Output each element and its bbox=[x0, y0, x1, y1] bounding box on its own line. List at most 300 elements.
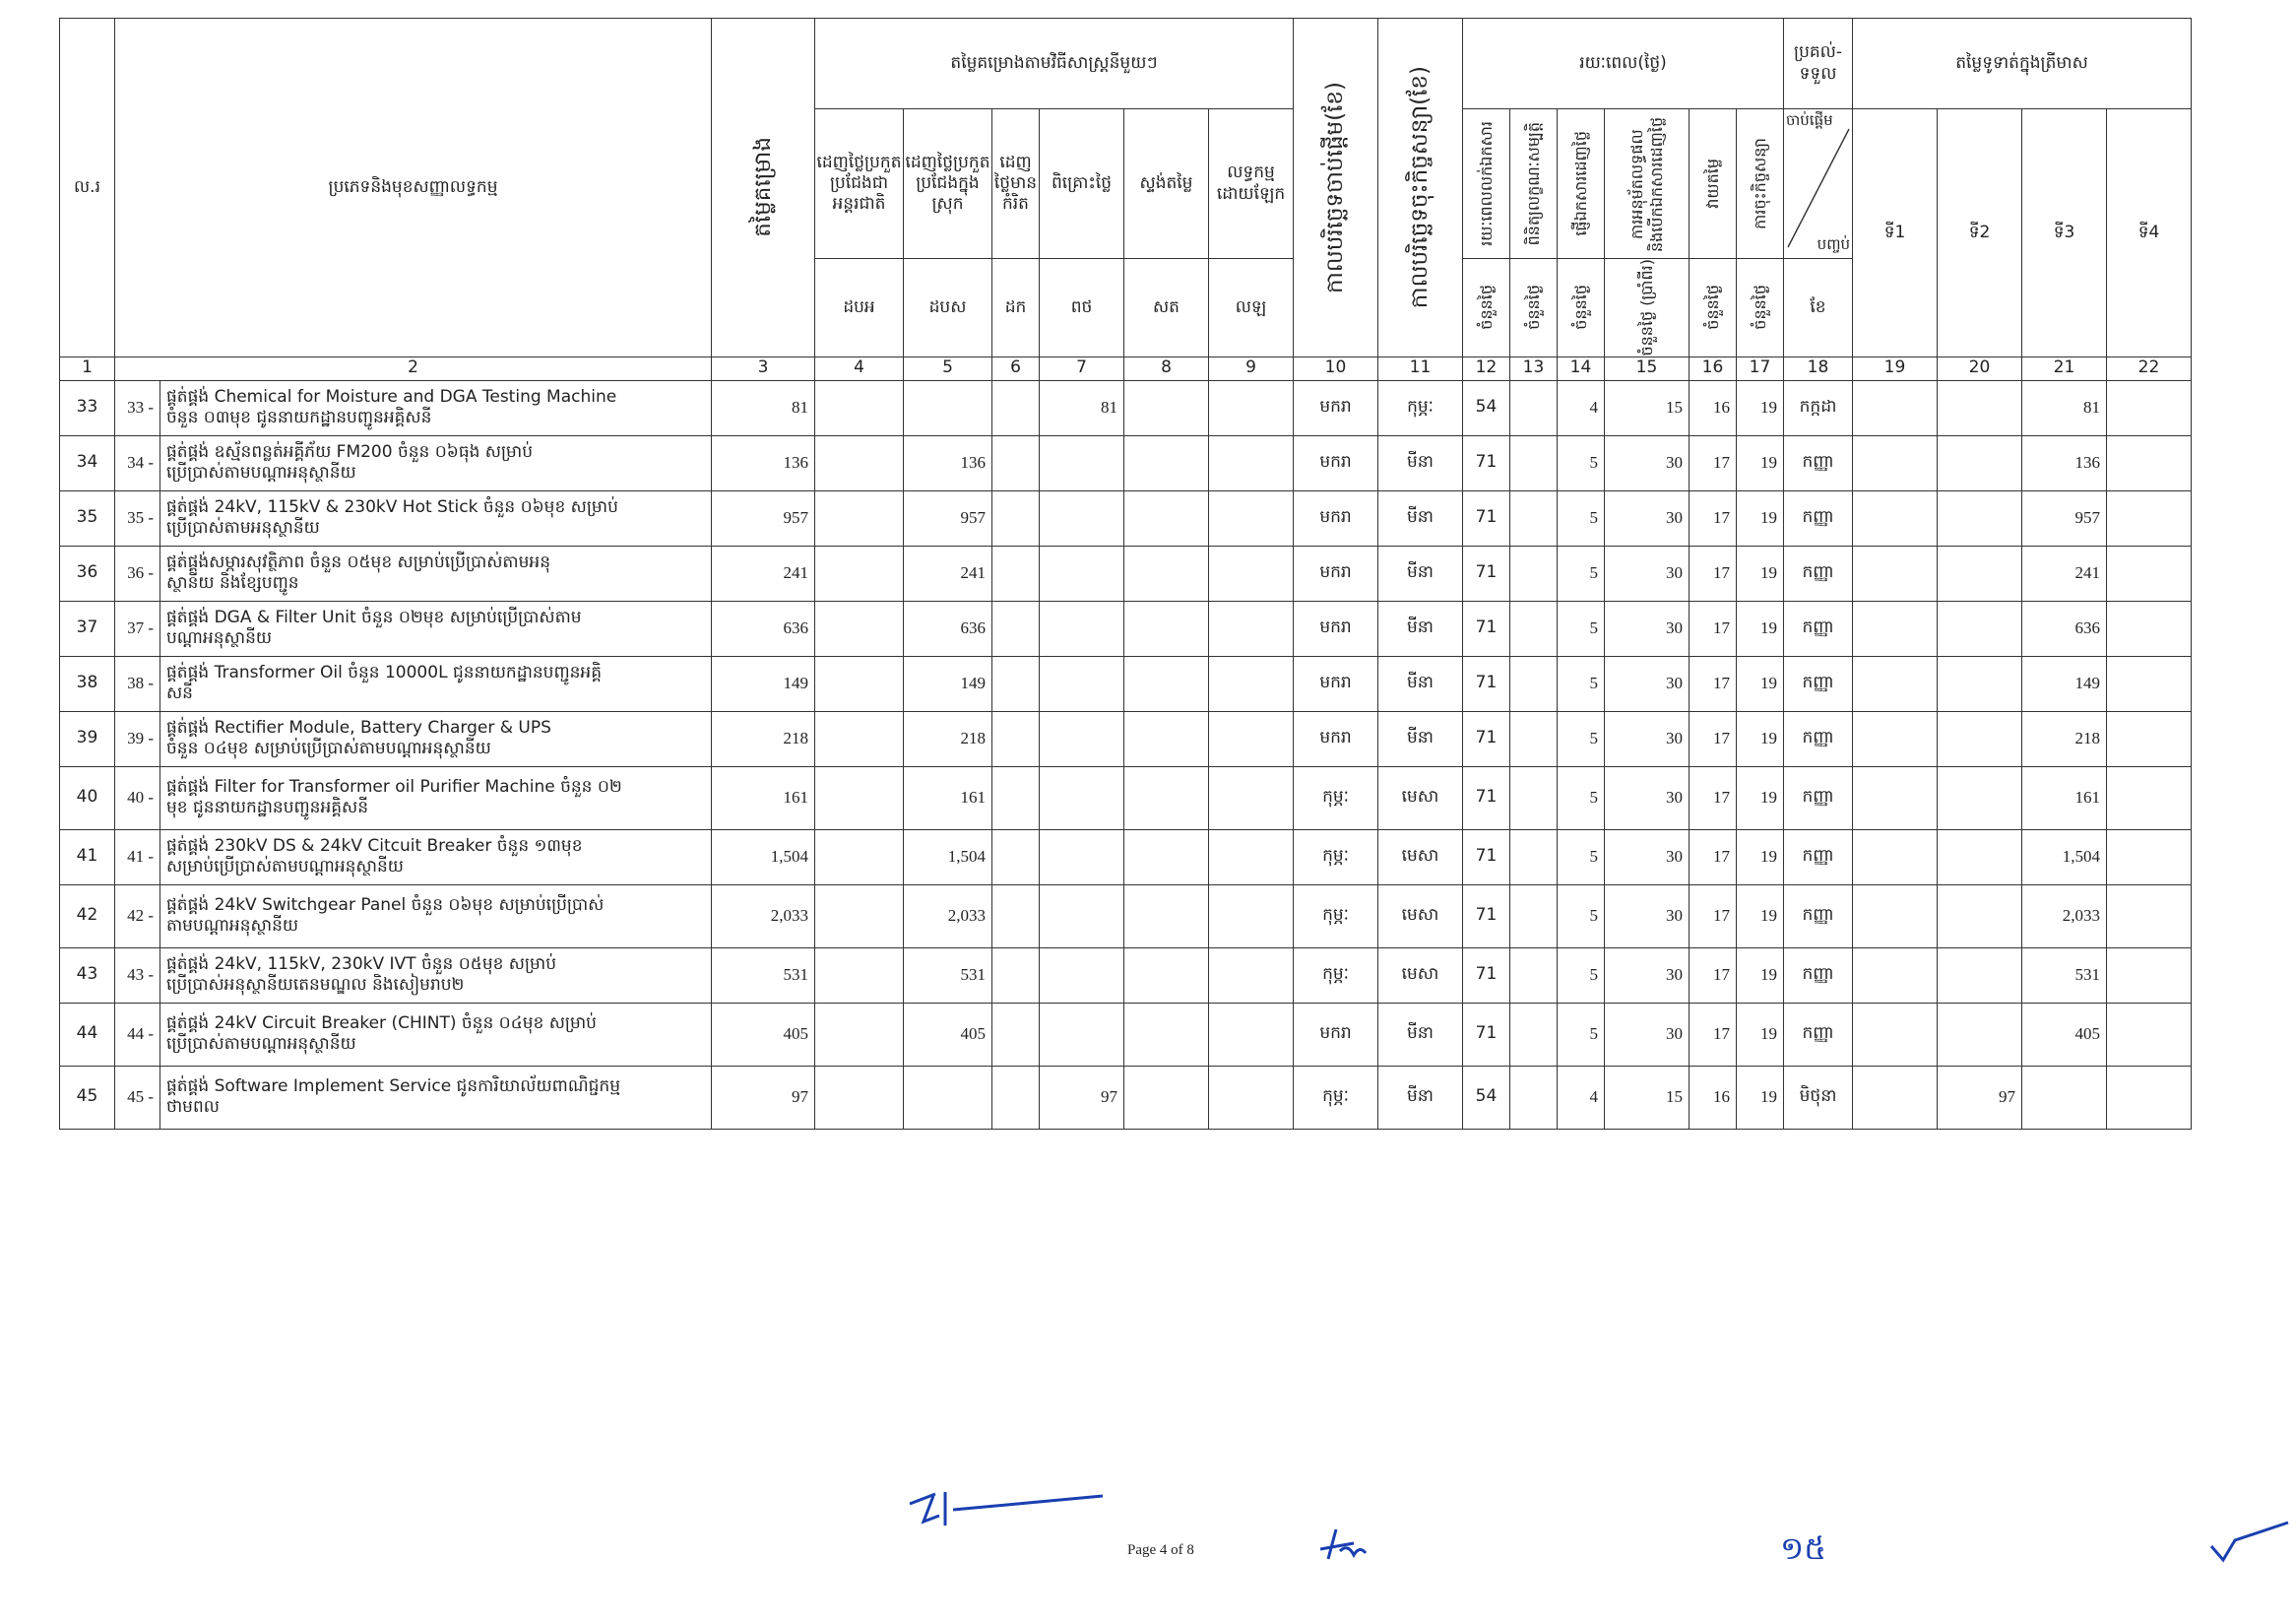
quarter-3-value: 241 bbox=[2022, 546, 2107, 601]
duration-sale-days: 71 bbox=[1463, 766, 1510, 829]
table-row bbox=[60, 1066, 2192, 1129]
delivery-month: កញ្ញា bbox=[1784, 829, 1853, 884]
duration-unit-6: ចំនួនថ្ងៃ bbox=[1737, 259, 1784, 357]
sign-month: មីនា bbox=[1378, 711, 1463, 766]
column-number: 13 bbox=[1510, 357, 1558, 380]
delivery-start-label: ចាប់ផ្តើម bbox=[1786, 111, 1833, 129]
method-ll-value bbox=[1209, 435, 1294, 490]
quarter-4-value bbox=[2107, 435, 2192, 490]
item-description bbox=[160, 829, 712, 884]
method-dk-value bbox=[992, 1066, 1040, 1129]
duration-contract-days: 19 bbox=[1737, 380, 1784, 435]
duration-send-days: 4 bbox=[1558, 1066, 1605, 1129]
quarter-2-header: ទី2 bbox=[1938, 109, 2022, 357]
quarter-1-value bbox=[1853, 601, 1938, 656]
method-st-value bbox=[1124, 711, 1209, 766]
quarter-4-value bbox=[2107, 711, 2192, 766]
row-number: 34 bbox=[60, 435, 115, 490]
duration-send-days: 5 bbox=[1558, 656, 1605, 711]
item-description bbox=[160, 601, 712, 656]
duration-approval-days: 30 bbox=[1605, 711, 1690, 766]
sign-month: មីនា bbox=[1378, 490, 1463, 546]
method-label-pth: ពិគ្រោះថ្លៃ bbox=[1040, 109, 1124, 259]
duration-evaluation-days: 17 bbox=[1690, 546, 1737, 601]
row-number: 35 bbox=[60, 490, 115, 546]
delivery-month: កក្កដា bbox=[1784, 380, 1853, 435]
method-st-value bbox=[1124, 1003, 1209, 1066]
duration-sale-days: 71 bbox=[1463, 884, 1510, 947]
method-st-value bbox=[1124, 435, 1209, 490]
estimated-cost: 136 bbox=[712, 435, 815, 490]
duration-qualification-days bbox=[1510, 829, 1558, 884]
delivery-month: កញ្ញា bbox=[1784, 884, 1853, 947]
duration-send-days: 5 bbox=[1558, 829, 1605, 884]
table-row bbox=[60, 829, 2192, 884]
duration-label-3: ផ្ញើឯកសារដេញថ្លៃ bbox=[1558, 109, 1605, 259]
start-month: កុម្ភៈ bbox=[1294, 884, 1378, 947]
item-description-line-2: សនី bbox=[166, 683, 193, 704]
duration-approval-days: 30 bbox=[1605, 490, 1690, 546]
duration-sale-days: 71 bbox=[1463, 829, 1510, 884]
estimated-cost: 81 bbox=[712, 380, 815, 435]
method-dk-value bbox=[992, 435, 1040, 490]
delivery-start-end bbox=[1784, 109, 1853, 259]
duration-sale-days: 71 bbox=[1463, 490, 1510, 546]
quarter-2-value bbox=[1938, 766, 2022, 829]
quarter-4-value bbox=[2107, 884, 2192, 947]
method-st-value bbox=[1124, 1066, 1209, 1129]
header-sign-month: កាលបរិច្ឆេទចុះកិច្ចសន្យា(ខែ) bbox=[1378, 19, 1463, 357]
method-dbs-value: 531 bbox=[904, 947, 992, 1003]
duration-send-days: 5 bbox=[1558, 435, 1605, 490]
duration-contract-days: 19 bbox=[1737, 490, 1784, 546]
item-description-line-2: ប្រើប្រាស់អនុស្ថានីយតេនមណ្ឌល និងសៀមរាប២ bbox=[166, 975, 465, 996]
method-dbo-value bbox=[815, 490, 904, 546]
method-dbo-value bbox=[815, 829, 904, 884]
quarter-2-value bbox=[1938, 490, 2022, 546]
duration-contract-days: 19 bbox=[1737, 1003, 1784, 1066]
method-abbr-ll: លឡ bbox=[1209, 259, 1294, 357]
delivery-month: កញ្ញា bbox=[1784, 947, 1853, 1003]
duration-approval-days: 30 bbox=[1605, 766, 1690, 829]
quarter-1-header: ទី1 bbox=[1853, 109, 1938, 357]
header-estimated: តម្លៃគម្រោង bbox=[712, 19, 815, 357]
method-dbs-value: 2,033 bbox=[904, 884, 992, 947]
method-dbo-value bbox=[815, 380, 904, 435]
row-number: 37 bbox=[60, 601, 115, 656]
duration-evaluation-days: 17 bbox=[1690, 435, 1737, 490]
item-description bbox=[160, 884, 712, 947]
method-pth-value bbox=[1040, 1003, 1124, 1066]
method-label-ll: លទ្ធកម្មដោយឡែក bbox=[1209, 109, 1294, 259]
item-description-line-2: បណ្តាអនុស្ថានីយ bbox=[166, 628, 273, 649]
quarter-2-value bbox=[1938, 947, 2022, 1003]
duration-contract-days: 19 bbox=[1737, 884, 1784, 947]
method-dbo-value bbox=[815, 766, 904, 829]
row-number: 39 bbox=[60, 711, 115, 766]
duration-label-1: រយៈពេលលក់ឯកសារ bbox=[1463, 109, 1510, 259]
duration-contract-days: 19 bbox=[1737, 435, 1784, 490]
method-label-dk: ដេញថ្លៃមានកំរិត bbox=[992, 109, 1040, 259]
row-sub-number: 35 - bbox=[115, 490, 160, 546]
row-number: 36 bbox=[60, 546, 115, 601]
item-description-line-2: តាមបណ្តាអនុស្ថានីយ bbox=[166, 916, 299, 937]
duration-sale-days: 54 bbox=[1463, 380, 1510, 435]
start-month: មករា bbox=[1294, 711, 1378, 766]
table-row bbox=[60, 435, 2192, 490]
item-description bbox=[160, 490, 712, 546]
procurement-table bbox=[59, 18, 2192, 1130]
duration-qualification-days bbox=[1510, 766, 1558, 829]
row-number: 42 bbox=[60, 884, 115, 947]
delivery-month: មិថុនា bbox=[1784, 1066, 1853, 1129]
quarter-1-value bbox=[1853, 435, 1938, 490]
quarter-1-value bbox=[1853, 884, 1938, 947]
duration-sale-days: 71 bbox=[1463, 711, 1510, 766]
item-description bbox=[160, 1003, 712, 1066]
column-number: 6 bbox=[992, 357, 1040, 380]
item-description bbox=[160, 380, 712, 435]
initial-signature-1 bbox=[906, 1482, 1113, 1531]
method-dbo-value bbox=[815, 656, 904, 711]
quarter-1-value bbox=[1853, 1003, 1938, 1066]
column-number: 3 bbox=[712, 357, 815, 380]
column-number: 21 bbox=[2022, 357, 2107, 380]
method-pth-value bbox=[1040, 766, 1124, 829]
sign-month: កុម្ភៈ bbox=[1378, 380, 1463, 435]
quarter-3-value: 81 bbox=[2022, 380, 2107, 435]
column-number: 7 bbox=[1040, 357, 1124, 380]
quarter-2-value bbox=[1938, 656, 2022, 711]
duration-send-days: 5 bbox=[1558, 947, 1605, 1003]
column-number: 22 bbox=[2107, 357, 2192, 380]
method-dk-value bbox=[992, 380, 1040, 435]
quarter-1-value bbox=[1853, 490, 1938, 546]
column-number: 11 bbox=[1378, 357, 1463, 380]
duration-approval-days: 30 bbox=[1605, 601, 1690, 656]
quarter-2-value bbox=[1938, 711, 2022, 766]
duration-unit-3: ចំនួនថ្ងៃ bbox=[1558, 259, 1605, 357]
method-ll-value bbox=[1209, 711, 1294, 766]
method-abbr-st: សត bbox=[1124, 259, 1209, 357]
method-pth-value: 81 bbox=[1040, 380, 1124, 435]
duration-qualification-days bbox=[1510, 546, 1558, 601]
quarter-3-value: 531 bbox=[2022, 947, 2107, 1003]
sign-month: មីនា bbox=[1378, 435, 1463, 490]
quarter-4-value bbox=[2107, 546, 2192, 601]
method-dbo-value bbox=[815, 1066, 904, 1129]
duration-evaluation-days: 17 bbox=[1690, 711, 1737, 766]
method-pth-value bbox=[1040, 829, 1124, 884]
duration-qualification-days bbox=[1510, 380, 1558, 435]
duration-sale-days: 71 bbox=[1463, 546, 1510, 601]
row-sub-number: 41 - bbox=[115, 829, 160, 884]
method-dk-value bbox=[992, 884, 1040, 947]
item-description-line-2: ចំនួន ០៣មុខ ជូននាយកដ្ឋានបញ្ជូនអគ្គិសនី bbox=[166, 408, 432, 428]
quarter-2-value bbox=[1938, 435, 2022, 490]
estimated-cost: 161 bbox=[712, 766, 815, 829]
quarter-4-value bbox=[2107, 490, 2192, 546]
initial-signature-3 bbox=[2205, 1517, 2292, 1568]
method-ll-value bbox=[1209, 829, 1294, 884]
quarter-3-value: 957 bbox=[2022, 490, 2107, 546]
item-description-line-2: មុខ ជូននាយកដ្ឋានបញ្ជូនអគ្គិសនី bbox=[166, 798, 369, 818]
quarter-4-value bbox=[2107, 1066, 2192, 1129]
duration-contract-days: 19 bbox=[1737, 601, 1784, 656]
column-number: 17 bbox=[1737, 357, 1784, 380]
duration-evaluation-days: 17 bbox=[1690, 1003, 1737, 1066]
header-delivery-group: ប្រគល់-ទទួល bbox=[1784, 19, 1853, 109]
method-dk-value bbox=[992, 1003, 1040, 1066]
method-dk-value bbox=[992, 947, 1040, 1003]
header-type-title: ប្រភេទនិងមុខសញ្ញាលទ្ធកម្ម bbox=[115, 19, 712, 357]
row-sub-number: 42 - bbox=[115, 884, 160, 947]
header-no: ល.រ bbox=[60, 19, 115, 357]
sign-month: មីនា bbox=[1378, 601, 1463, 656]
duration-label-2: ពិនិត្យលក្ខណៈសម្បត្តិ bbox=[1510, 109, 1558, 259]
item-description-line-2: ចំនួន ០៤មុខ សម្រាប់ប្រើប្រាស់តាមបណ្តាអនុស្ថានីយ bbox=[166, 739, 491, 759]
method-dk-value bbox=[992, 546, 1040, 601]
duration-qualification-days bbox=[1510, 1003, 1558, 1066]
duration-qualification-days bbox=[1510, 884, 1558, 947]
duration-qualification-days bbox=[1510, 656, 1558, 711]
duration-sale-days: 54 bbox=[1463, 1066, 1510, 1129]
method-pth-value bbox=[1040, 884, 1124, 947]
item-description-line-1: ផ្គត់ផ្គង់ 24kV, 115kV & 230kV Hot Stick ចំនួន ០៦មុខ សម្រាប់ bbox=[166, 496, 618, 517]
header-duration-group: រយៈពេល(ថ្ងៃ) bbox=[1463, 19, 1784, 109]
delivery-month: កញ្ញា bbox=[1784, 435, 1853, 490]
quarter-2-value: 97 bbox=[1938, 1066, 2022, 1129]
header-method-group: តម្លៃគម្រោងតាមវិធីសាស្ត្រនីមួយៗ bbox=[815, 19, 1294, 109]
duration-evaluation-days: 17 bbox=[1690, 601, 1737, 656]
duration-approval-days: 15 bbox=[1605, 1066, 1690, 1129]
method-dk-value bbox=[992, 711, 1040, 766]
method-dbs-value: 405 bbox=[904, 1003, 992, 1066]
duration-qualification-days bbox=[1510, 1066, 1558, 1129]
method-dbo-value bbox=[815, 947, 904, 1003]
procurement-plan-sheet bbox=[59, 18, 2192, 1130]
column-number: 2 bbox=[115, 357, 712, 380]
method-st-value bbox=[1124, 656, 1209, 711]
method-pth-value bbox=[1040, 656, 1124, 711]
row-number: 45 bbox=[60, 1066, 115, 1129]
quarter-3-value: 636 bbox=[2022, 601, 2107, 656]
duration-qualification-days bbox=[1510, 711, 1558, 766]
delivery-month: កញ្ញា bbox=[1784, 766, 1853, 829]
quarter-4-header: ទី4 bbox=[2107, 109, 2192, 357]
item-description-line-2: ប្រើប្រាស់តាមបណ្តាអនុស្ថានីយ bbox=[166, 1034, 356, 1055]
method-pth-value bbox=[1040, 711, 1124, 766]
column-number: 1 bbox=[60, 357, 115, 380]
table-row bbox=[60, 1003, 2192, 1066]
item-description-line-1: ផ្គត់ផ្គង់ Software Implement Service ជូនការិយាល័យពាណិជ្ជកម្ម bbox=[166, 1075, 620, 1096]
method-ll-value bbox=[1209, 1003, 1294, 1066]
method-st-value bbox=[1124, 947, 1209, 1003]
method-dbs-value: 636 bbox=[904, 601, 992, 656]
quarter-3-value: 149 bbox=[2022, 656, 2107, 711]
start-month: មករា bbox=[1294, 601, 1378, 656]
quarter-1-value bbox=[1853, 766, 1938, 829]
duration-approval-days: 30 bbox=[1605, 546, 1690, 601]
page-number: Page 4 of 8 bbox=[1127, 1542, 1194, 1558]
method-pth-value bbox=[1040, 490, 1124, 546]
duration-contract-days: 19 bbox=[1737, 656, 1784, 711]
table-row bbox=[60, 601, 2192, 656]
table-body bbox=[60, 380, 2192, 1129]
start-month: មករា bbox=[1294, 656, 1378, 711]
column-number: 4 bbox=[815, 357, 904, 380]
method-dbo-value bbox=[815, 546, 904, 601]
duration-unit-4: ចំនួនថ្ងៃ (ប្រាំពីរ) bbox=[1605, 259, 1690, 357]
estimated-cost: 1,504 bbox=[712, 829, 815, 884]
method-st-value bbox=[1124, 380, 1209, 435]
quarter-2-value bbox=[1938, 829, 2022, 884]
method-dk-value bbox=[992, 766, 1040, 829]
table-row bbox=[60, 884, 2192, 947]
method-dk-value bbox=[992, 829, 1040, 884]
duration-send-days: 5 bbox=[1558, 546, 1605, 601]
quarter-3-value bbox=[2022, 1066, 2107, 1129]
duration-evaluation-days: 17 bbox=[1690, 766, 1737, 829]
column-number: 15 bbox=[1605, 357, 1690, 380]
method-dbs-value: 161 bbox=[904, 766, 992, 829]
estimated-cost: 218 bbox=[712, 711, 815, 766]
estimated-cost: 2,033 bbox=[712, 884, 815, 947]
method-abbr-dk: ដក bbox=[992, 259, 1040, 357]
method-st-value bbox=[1124, 766, 1209, 829]
duration-sale-days: 71 bbox=[1463, 1003, 1510, 1066]
start-month: កុម្ភៈ bbox=[1294, 829, 1378, 884]
method-dbs-value: 241 bbox=[904, 546, 992, 601]
sign-month: មេសា bbox=[1378, 947, 1463, 1003]
duration-qualification-days bbox=[1510, 601, 1558, 656]
delivery-month: កញ្ញា bbox=[1784, 1003, 1853, 1066]
handwritten-number: ១៥ bbox=[1780, 1529, 1826, 1567]
item-description-line-1: ផ្គត់ផ្គង់ 230kV DS & 24kV Citcuit Breaker ចំនួន ១៣មុខ bbox=[166, 835, 583, 856]
sign-month: មីនា bbox=[1378, 1003, 1463, 1066]
start-month: មករា bbox=[1294, 435, 1378, 490]
sign-month: មេសា bbox=[1378, 884, 1463, 947]
quarter-1-value bbox=[1853, 656, 1938, 711]
quarter-4-value bbox=[2107, 380, 2192, 435]
duration-send-days: 5 bbox=[1558, 601, 1605, 656]
row-sub-number: 33 - bbox=[115, 380, 160, 435]
duration-unit-2: ចំនួនថ្ងៃ bbox=[1510, 259, 1558, 357]
delivery-end-label: បញ្ចប់ bbox=[1817, 235, 1850, 254]
method-abbr-pth: ពថ bbox=[1040, 259, 1124, 357]
method-dk-value bbox=[992, 656, 1040, 711]
item-description bbox=[160, 766, 712, 829]
row-number: 41 bbox=[60, 829, 115, 884]
start-month: មករា bbox=[1294, 490, 1378, 546]
duration-evaluation-days: 17 bbox=[1690, 947, 1737, 1003]
sign-month: មីនា bbox=[1378, 656, 1463, 711]
quarter-4-value bbox=[2107, 829, 2192, 884]
item-description bbox=[160, 947, 712, 1003]
method-st-value bbox=[1124, 490, 1209, 546]
duration-send-days: 5 bbox=[1558, 766, 1605, 829]
method-dbs-value: 218 bbox=[904, 711, 992, 766]
method-ll-value bbox=[1209, 601, 1294, 656]
method-dbs-value: 136 bbox=[904, 435, 992, 490]
column-number: 16 bbox=[1690, 357, 1737, 380]
method-label-dbs: ដេញថ្លៃប្រកួតប្រជែងក្នុងស្រុក bbox=[904, 109, 992, 259]
duration-label-6: ការចុះកិច្ចសន្យា bbox=[1737, 109, 1784, 259]
method-abbr-dbs: ដបស bbox=[904, 259, 992, 357]
duration-approval-days: 30 bbox=[1605, 829, 1690, 884]
quarter-4-value bbox=[2107, 766, 2192, 829]
row-sub-number: 43 - bbox=[115, 947, 160, 1003]
sign-month: មីនា bbox=[1378, 546, 1463, 601]
item-description-line-2: សម្រាប់ប្រើប្រាស់តាមបណ្តាអនុស្ថានីយ bbox=[166, 857, 404, 877]
quarter-3-value: 2,033 bbox=[2022, 884, 2107, 947]
method-ll-value bbox=[1209, 1066, 1294, 1129]
table-row bbox=[60, 947, 2192, 1003]
row-sub-number: 40 - bbox=[115, 766, 160, 829]
item-description-line-1: ផ្គត់ផ្គង់ 24kV Circuit Breaker (CHINT) ចំនួន ០៤មុខ សម្រាប់ bbox=[166, 1012, 597, 1033]
method-pth-value bbox=[1040, 435, 1124, 490]
start-month: មករា bbox=[1294, 1003, 1378, 1066]
sign-month: មេសា bbox=[1378, 766, 1463, 829]
column-number-row bbox=[60, 357, 2192, 380]
estimated-cost: 405 bbox=[712, 1003, 815, 1066]
duration-evaluation-days: 17 bbox=[1690, 490, 1737, 546]
column-number: 20 bbox=[1938, 357, 2022, 380]
start-month: កុម្ភៈ bbox=[1294, 947, 1378, 1003]
duration-contract-days: 19 bbox=[1737, 1066, 1784, 1129]
duration-contract-days: 19 bbox=[1737, 829, 1784, 884]
duration-sale-days: 71 bbox=[1463, 601, 1510, 656]
duration-sale-days: 71 bbox=[1463, 435, 1510, 490]
method-ll-value bbox=[1209, 947, 1294, 1003]
row-number: 44 bbox=[60, 1003, 115, 1066]
duration-approval-days: 30 bbox=[1605, 884, 1690, 947]
quarter-2-value bbox=[1938, 884, 2022, 947]
estimated-cost: 636 bbox=[712, 601, 815, 656]
duration-unit-1: ចំនួនថ្ងៃ bbox=[1463, 259, 1510, 357]
table-row bbox=[60, 490, 2192, 546]
duration-evaluation-days: 17 bbox=[1690, 829, 1737, 884]
duration-evaluation-days: 16 bbox=[1690, 380, 1737, 435]
table-row bbox=[60, 711, 2192, 766]
method-dbs-value: 957 bbox=[904, 490, 992, 546]
quarter-1-value bbox=[1853, 947, 1938, 1003]
method-dk-value bbox=[992, 601, 1040, 656]
column-number: 8 bbox=[1124, 357, 1209, 380]
method-dbs-value: 1,504 bbox=[904, 829, 992, 884]
method-label-st: ស្ទង់តម្លៃ bbox=[1124, 109, 1209, 259]
quarter-3-header: ទី3 bbox=[2022, 109, 2107, 357]
quarter-4-value bbox=[2107, 947, 2192, 1003]
row-number: 33 bbox=[60, 380, 115, 435]
item-description-line-1: ផ្គត់ផ្គង់ Transformer Oil ចំនួន 10000L ជូននាយកដ្ឋានបញ្ជូនអគ្គិ bbox=[166, 662, 603, 682]
method-pth-value bbox=[1040, 947, 1124, 1003]
duration-approval-days: 15 bbox=[1605, 380, 1690, 435]
table-row bbox=[60, 380, 2192, 435]
quarter-2-value bbox=[1938, 546, 2022, 601]
duration-evaluation-days: 16 bbox=[1690, 1066, 1737, 1129]
duration-qualification-days bbox=[1510, 490, 1558, 546]
quarter-2-value bbox=[1938, 380, 2022, 435]
item-description-line-2: ស្ថានីយ និងខ្សែបញ្ជូន bbox=[166, 573, 299, 594]
column-number: 5 bbox=[904, 357, 992, 380]
item-description bbox=[160, 656, 712, 711]
start-month: កុម្ភៈ bbox=[1294, 766, 1378, 829]
method-pth-value bbox=[1040, 546, 1124, 601]
start-month: មករា bbox=[1294, 380, 1378, 435]
method-ll-value bbox=[1209, 490, 1294, 546]
duration-evaluation-days: 17 bbox=[1690, 656, 1737, 711]
